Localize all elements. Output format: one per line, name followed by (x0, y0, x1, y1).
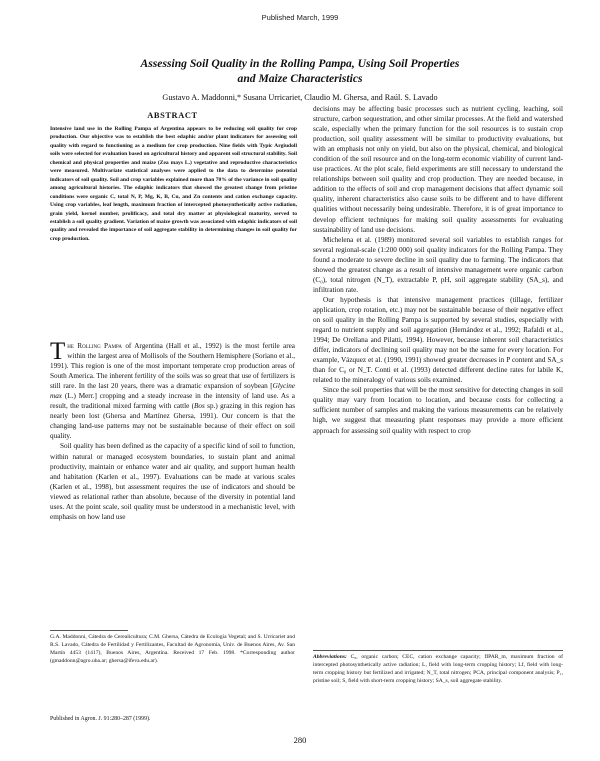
abstract-heading: ABSTRACT (147, 111, 198, 120)
abstract-text: Intensive land use in the Rolling Pampa of Argentina appears to be reducing soil quality for crop production. Our objective was to establish the best edaphic and/or plant indicators for assessing soil quality with regard to functioning as a medium for crop production. Nine fields with Typic Argiudoll soils were selected for evaluation based on agricultural history and apparent soil structural stability. Soil chemical and physical properties and maize (Zea mays L.) vegetative and reproductive characteristics were measured. Multivariate statistical analyses were applied to the data to determine potential indicators of soil quality. Soil and crop variables explained more than 70% of the variance in soil quality among agricultural histories. The edaphic indicators that showed the greatest change from pristine conditions were organic C, total N, P, Mg, K, B, Cu, and Zn contents and cation exchange capacity. Using crop variables, leaf length, maximum fraction of intercepted photosynthetically active radiation, grain yield, kernel number, prolificacy, and total dry matter at physiological maturity, served to establish a soil quality gradient. Variation of maize growth was associated with edaphic indicators of soil quality and revealed the importance of soil aggregate stability in determining changes in soil quality for crop production. (50, 126, 297, 242)
paragraph-since: Since the soil properties that will be the most sensitive for detecting changes in soil quality may vary from location to location, and because costs for collecting a sufficient number of samples and making the various measurements can be relatively high, we suggest that measuring plant responses may provide a more efficient approach for assessing soil quality with respect to crop (313, 386, 563, 435)
paper-title (60, 56, 540, 86)
page-number: 280 (293, 735, 307, 745)
paragraph-michelena: Michelena et al. (1989) monitored several soil variables to establish ranges for several regional-scale (1:200 000) soil quality indicators for the Rolling Pampa. They found a moderate to severe decline in soil quality due to farming. The indicators that showed the greatest change as a result of intensive management were organic carbon (C₀), total nitrogen (N_T), extractable P, pH, soil aggregate stability (SA_s), and infiltration rate. (313, 235, 563, 294)
title-line-1: Assessing Soil Quality in the Rolling Pampa, Using Soil Properties (140, 57, 460, 70)
intro-lead-smallcaps: he Rolling Pampa (67, 342, 122, 350)
abbreviations-footnote (313, 653, 563, 685)
intro-text-b: (L.) Merr.] cropping and a steady increase in the intensity of land use. As a result, the traditional mixed farming with cattle ( (50, 392, 295, 411)
abbreviations-text: C₀, organic carbon; CEC, cation exchange capacity; fIPAR_m, maximum fraction of intercepted photosynthetically active radiation; L, field with long-term cropping history; Lf, field with long-term cropping history but fertilized and irrigated; N_T, total nitrogen; PCA, principal component analysis; P₁, pristine soil; S, field with short-term cropping history; SA_s, soil aggregate stability. (313, 654, 563, 685)
intro-text-c: sp.) grazing in this region has nearly been lost (Ghersa and Martínez Ghersa, 1991). Our concern is that the changing land-use patterns may not be sustainable because of their effect on soil quality. (50, 402, 295, 441)
journal-citation: Published in Agron. J. 91:280–287 (1999). (50, 716, 151, 722)
paragraph-hypothesis: Our hypothesis is that intensive management practices (tillage, fertilizer application, crop rotation, etc.) may not be sustainable because of their negative effect on soil quality in the Rolling Pampa is supported by several studies, especially with regard to nutrient supply and soil aggregation (Hernández et al., 1992; Rafaldi et al., 1994; De Orellana and Pilatti, 1994). However, because inherent soil characteristics differ, indicators of declining soil quality may not be the same for every location. For example, Vázquez et al. (1990, 1991) showed greater decreases in P content and SA_s than for C₀ or N_T. Conti et al. (1993) detected different decline rates for labile K, related to the mineralogy of various soils examined. (313, 295, 563, 385)
drop-cap: T (50, 338, 66, 365)
intro-paragraph-1 (50, 338, 295, 441)
author-affiliation-footnote: G.A. Maddonni, Cátedra de Cerealicultura; C.M. Ghersa, Cátedra de Ecología Vegetal; and S. Urricariet and R.S. Lavado, Cátedra de Fertilidad y Fertilizantes, Facultad de Agronomía, Univ. de Buenos Aires, Av. San Martín 4453 (1417), Buenos Aires, Argentina. Received 17 Feb. 1998. *Corresponding author (gmaddonn@agro.uba.ar; ghersa@ifeva.edu.ar). (50, 634, 295, 665)
intro-text-a: of Argentina (Hall et al., 1992) is the most fertile area within the largest area of Mollisols of the Southern Hemisphere (Soriano et al., 1991). This region is one of the most important temperate crop production areas of South America. The inherent fertility of the soils was so great that use of fertilizers is still rare. In the last 20 years, there was a dramatic expansion of soybean [ (50, 342, 295, 391)
author-list: Gustavo A. Maddonni,* Susana Urricariet, Claudio M. Ghersa, and Raúl. S. Lavado (162, 93, 438, 102)
abbreviations-label: Abbreviations: (313, 654, 347, 660)
title-line-2: and Maize Characteristics (237, 72, 363, 85)
intro-column-left (50, 338, 295, 522)
published-date-note: Published March, 1999 (261, 13, 339, 22)
paragraph-continued: decisions may be affecting basic processes such as nutrient cycling, leaching, soil structure, carbon sequestration, and other similar processes. At the field and watershed scale, especially when the primary function for the soil resources is to sustain crop production, soil quality assessment will be similar to productivity evaluations, but with an emphasis not only on yield, but also on the physical, chemical, and biological condition of the soil resource and on the long-term economic viability of current land-use practices. At the plot scale, field experiments are still necessary to understand the relationships between soil quality and crop production. They are needed because, in addition to the effects of soil and crop management decisions that affect dynamic soil quality, inherent characteristics also cause soils to be different and to have different qualities without necessarily being undesirable. Therefore, it is of great importance to develop efficient techniques for making soil quality assessments for evaluating sustainability of land use decisions. (313, 105, 563, 234)
genus-name: Bos (194, 402, 205, 411)
intro-paragraph-2: Soil quality has been defined as the capacity of a specific kind of soil to function, within natural or managed ecosystem boundaries, to sustain plant and animal productivity, maintain or enhance water and air quality, and support human health and habitation (Karlen et al., 1997). Evaluations can be made at various scales (Karlen et al., 1998), but assessment requires the use of indicators and should be viewed as relational rather than absolute, because of the diversity in potential land uses. At the point scale, soil quality must be understood in a mechanistic level, with emphasis on how land use (50, 442, 295, 521)
footnote-divider (50, 630, 128, 631)
species-name: Glycine max (50, 382, 295, 401)
abbreviations-divider (313, 650, 563, 651)
body-column-right (313, 104, 563, 436)
